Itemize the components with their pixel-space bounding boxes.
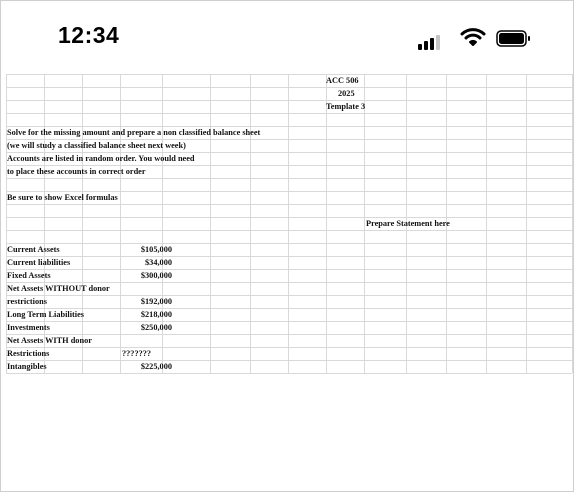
year-label: 2025 (338, 89, 355, 98)
prepare-statement-note: Prepare Statement here (366, 219, 450, 228)
column-gridline (120, 74, 121, 373)
account-label: Current Assets (7, 245, 60, 254)
row-gridline (6, 178, 572, 179)
row-gridline (6, 347, 572, 348)
row-gridline (6, 360, 572, 361)
wifi-icon (460, 26, 486, 48)
column-gridline (210, 74, 211, 373)
column-gridline (326, 74, 327, 373)
row-gridline (6, 373, 572, 374)
instruction-line-2: (we will study a classified balance sheet next week) (7, 141, 186, 150)
account-label: Long Term Liabilities (7, 310, 84, 319)
instruction-line-4: to place these accounts in correct order (7, 167, 146, 176)
account-value: $300,000 (140, 271, 172, 280)
account-label: Restrictions (7, 349, 50, 358)
status-time: 12:34 (58, 22, 120, 48)
row-gridline (6, 269, 572, 270)
column-gridline (250, 74, 251, 373)
row-gridline (6, 217, 572, 218)
instruction-line-5: Be sure to show Excel formulas (7, 193, 118, 202)
account-value: $218,000 (140, 310, 172, 319)
row-gridline (6, 295, 572, 296)
row-gridline (6, 256, 572, 257)
account-value: $192,000 (140, 297, 172, 306)
row-gridline (6, 113, 572, 114)
battery-icon (496, 30, 532, 47)
account-label: Fixed Assets (7, 271, 51, 280)
account-label: Net Assets WITHOUT donor (7, 284, 110, 293)
row-gridline (6, 74, 572, 75)
row-gridline (6, 204, 572, 205)
column-gridline (364, 74, 365, 373)
template-label: Template 3 (326, 102, 366, 111)
row-gridline (6, 243, 572, 244)
account-value: $225,000 (140, 362, 172, 371)
row-gridline (6, 321, 572, 322)
column-gridline (572, 74, 573, 373)
instruction-line-1: Solve for the missing amount and prepare a non classified balance sheet (7, 128, 261, 137)
instruction-line-3: Accounts are listed in random order. You would need (7, 154, 195, 163)
column-gridline (82, 74, 83, 373)
column-gridline (486, 74, 487, 373)
row-gridline (6, 87, 572, 88)
account-label: Current liabilities (7, 258, 71, 267)
column-gridline (526, 74, 527, 373)
account-label: restrictions (7, 297, 47, 306)
row-gridline (6, 230, 572, 231)
column-gridline (288, 74, 289, 373)
spreadsheet-grid[interactable] (6, 74, 572, 374)
account-label: Net Assets WITH donor (7, 336, 92, 345)
account-value: $34,000 (145, 258, 172, 267)
account-value: $250,000 (140, 323, 172, 332)
account-label: Investments (7, 323, 50, 332)
course-label: ACC 506 (326, 76, 359, 85)
row-gridline (6, 100, 572, 101)
account-value: ??????? (122, 349, 152, 358)
row-gridline (6, 308, 572, 309)
status-icons (418, 28, 542, 50)
account-label: Intangibles (7, 362, 47, 371)
account-value: $105,000 (140, 245, 172, 254)
